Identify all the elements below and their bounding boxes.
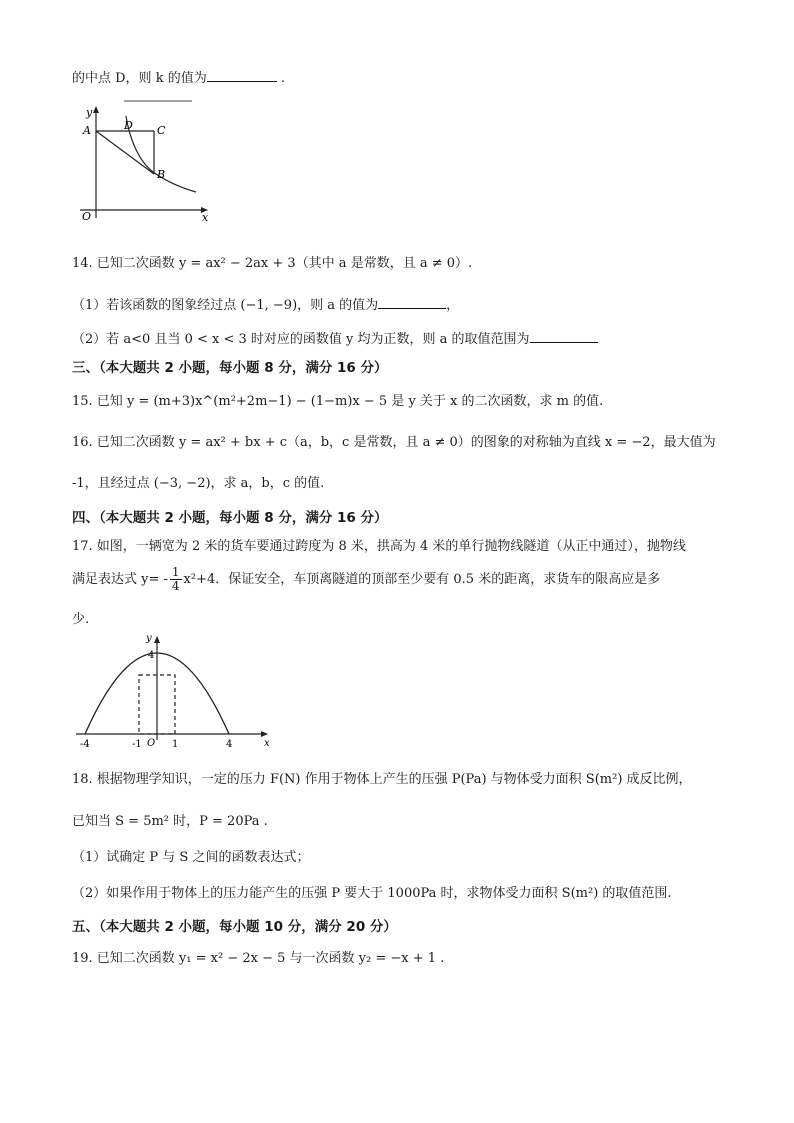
- section-4-heading: 四、（本大题共 2 小题，每小题 8 分，满分 16 分）: [72, 510, 388, 526]
- segment-ab: [96, 131, 154, 174]
- section-3-heading: 三、（本大题共 2 小题，每小题 8 分，满分 16 分）: [72, 360, 388, 376]
- label-pos4: 4: [226, 739, 233, 750]
- q14-part1: [72, 294, 459, 313]
- q18-line1: 18. 根据物理学知识，一定的压力 F(N) 作用于物体上产生的压强 P(Pa) 与物体受力面积 S(m²) 成反比例，: [72, 772, 692, 787]
- label-pos1: 1: [172, 739, 179, 750]
- figure-hyperbola-rectangle: [70, 96, 220, 224]
- y-axis-arrow: [93, 106, 99, 113]
- q17-line3: 少.: [72, 612, 90, 627]
- answer-blank[interactable]: [207, 69, 277, 82]
- label-o: O: [147, 738, 156, 749]
- y-axis-arrow: [154, 636, 160, 643]
- x-axis-arrow: [261, 731, 268, 737]
- q14-part1-end: ，: [446, 298, 460, 313]
- label-neg4: -4: [80, 739, 90, 750]
- q13-tail-end: .: [280, 71, 285, 86]
- fraction-denominator: 4: [171, 579, 180, 593]
- figure-parabola-tunnel: [70, 628, 280, 750]
- q18-part2: （2）如果作用于物体上的压力能产生的压强 P 要大于 1000Pa 时，求物体受力面积 S(m²) 的取值范围.: [72, 886, 672, 901]
- label-x: x: [202, 211, 209, 224]
- fraction-one-quarter: [170, 566, 182, 593]
- q14-part1-text: （1）若该函数的图象经过点 (−1, −9)，则 a 的值为: [72, 298, 379, 313]
- label-a: A: [83, 124, 91, 137]
- q17-line1: 17. 如图，一辆宽为 2 米的货车要通过跨度为 8 米，拱高为 4 米的单行抛物线隧道（从正中通过），抛物线: [72, 539, 686, 554]
- q19: 19. 已知二次函数 y₁ = x² − 2x − 5 与一次函数 y₂ = −x + 1 .: [72, 951, 445, 966]
- q16-line2: -1，且经过点 (−3, −2)，求 a，b，c 的值.: [72, 476, 325, 491]
- label-y: y: [146, 633, 152, 644]
- answer-blank[interactable]: [378, 296, 446, 309]
- label-top-4: 4: [148, 650, 155, 661]
- label-x: x: [264, 738, 270, 749]
- label-b: B: [157, 168, 166, 181]
- label-y: y: [86, 106, 93, 119]
- label-d: D: [124, 119, 133, 132]
- label-o: O: [82, 210, 92, 223]
- q14-part2: [72, 328, 598, 347]
- q18-line2: 已知当 S = 5m² 时，P = 20Pa .: [72, 814, 268, 829]
- q13-tail-text: 的中点 D，则 k 的值为: [72, 71, 207, 86]
- q17-line2: [72, 566, 660, 593]
- answer-blank[interactable]: [530, 330, 598, 343]
- q17-expr-end: x²+4．保证安全，车顶离隧道的顶部至少要有 0.5 米的距离，求货车的限高应是多: [183, 572, 661, 587]
- q15: 15. 已知 y = (m+3)x^(m²+2m−1) − (1−m)x − 5 是 y 关于 x 的二次函数，求 m 的值.: [72, 394, 604, 409]
- fraction-numerator: 1: [171, 565, 180, 579]
- section-5-heading: 五、（本大题共 2 小题，每小题 10 分，满分 20 分）: [72, 919, 397, 935]
- label-neg1: -1: [132, 739, 142, 750]
- q16-line1: 16. 已知二次函数 y = ax² + bx + c（a，b，c 是常数，且 a ≠ 0）的图象的对称轴为直线 x = −2，最大值为: [72, 435, 716, 450]
- q18-part1: （1）试确定 P 与 S 之间的函数表达式；: [72, 850, 310, 865]
- q17-expr-start: 满足表达式 y= -: [72, 572, 168, 587]
- q14-stem: 14. 已知二次函数 y = ax² − 2ax + 3（其中 a 是常数，且 a ≠ 0）.: [72, 256, 473, 271]
- q13-tail-line: [72, 67, 285, 86]
- label-c: C: [157, 124, 166, 137]
- q14-part2-text: （2）若 a<0 且当 0 < x < 3 时对应的函数值 y 均为正数，则 a 的取值范围为: [72, 332, 530, 347]
